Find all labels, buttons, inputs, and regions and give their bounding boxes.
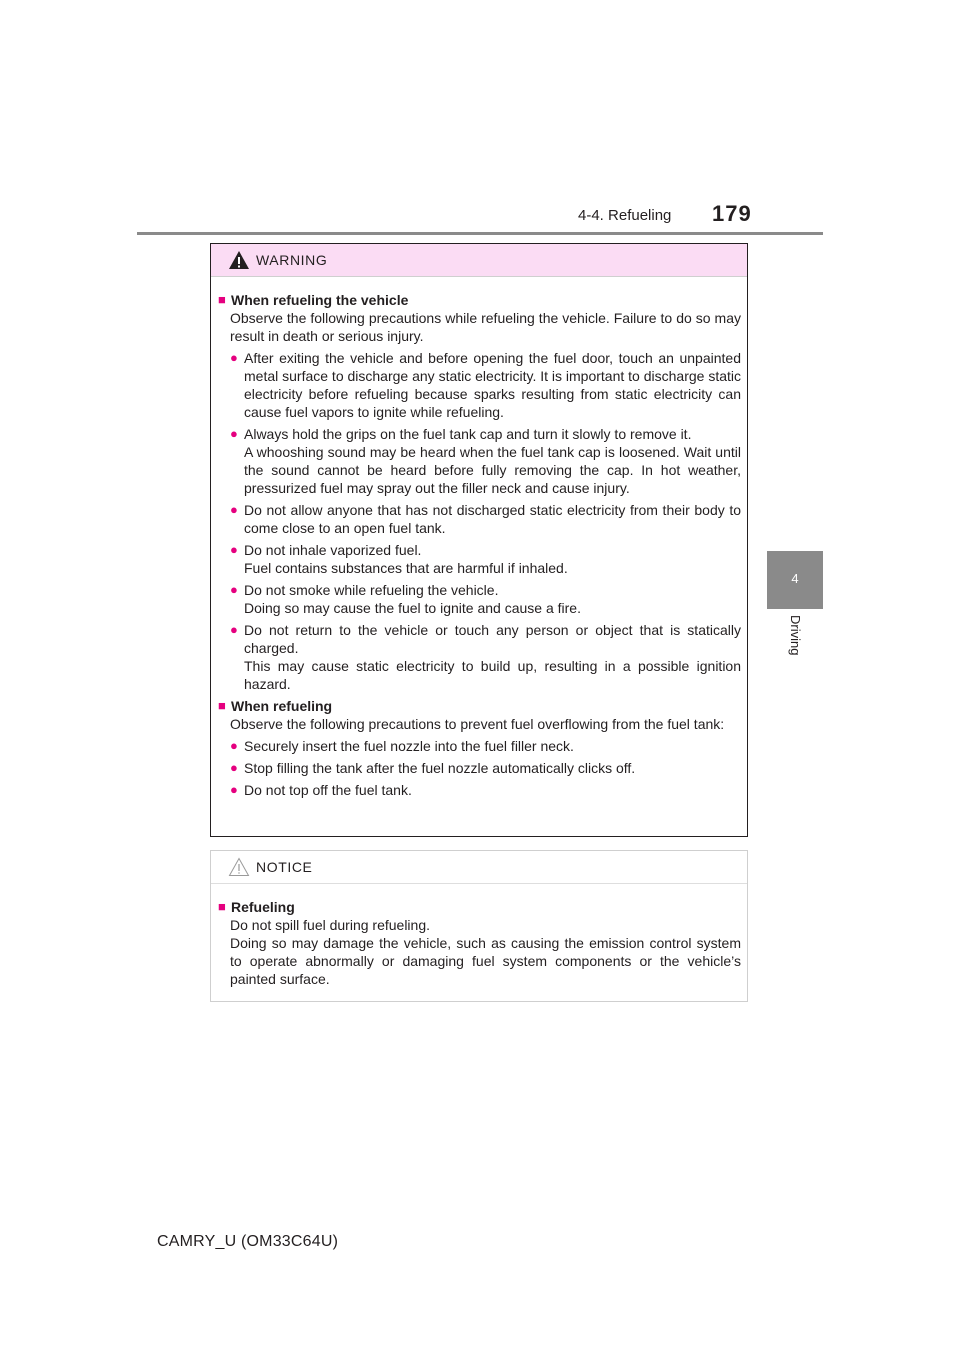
- notice-section: [218, 898, 741, 988]
- chapter-label: Driving: [788, 615, 803, 656]
- caution-outline-icon: [228, 857, 250, 877]
- bullet-line: After exiting the vehicle and before opening the fuel door, touch an unpainted metal surface to discharge any static electricity. It is important to discharge static electricity before refueling because sparks resulting from static electricity can cause fuel vapors to ignite while refueling.: [244, 350, 741, 420]
- warning-body: [211, 277, 747, 799]
- warning-label: WARNING: [256, 252, 328, 268]
- bullet-line: Do not top off the fuel tank.: [244, 782, 412, 798]
- warning-box: [210, 243, 748, 837]
- page-number: 179: [712, 201, 752, 226]
- circle-bullet-icon: ●: [230, 426, 238, 441]
- notice-section-heading: [218, 898, 741, 916]
- bullet-text: [244, 621, 741, 693]
- warning-section: [218, 697, 741, 799]
- warning-heading-text: When refueling the vehicle: [231, 292, 409, 308]
- warning-section-lead: Observe the following precautions to prevent fuel overflowing from the fuel tank:: [230, 716, 725, 732]
- circle-bullet-icon: ●: [230, 582, 238, 597]
- notice-line: Doing so may damage the vehicle, such as causing the emission control system to operate abnormally or damaging fuel system components or the vehicle’s painted surface.: [230, 935, 741, 987]
- notice-heading-text: Refueling: [231, 899, 295, 915]
- bullet-text: [244, 541, 741, 577]
- bullet-item: [230, 781, 741, 799]
- bullet-text: [244, 759, 741, 777]
- circle-bullet-icon: ●: [230, 542, 238, 557]
- notice-line: Do not spill fuel during refueling.: [230, 917, 431, 933]
- warning-section-heading: [218, 291, 741, 309]
- bullet-text: [244, 737, 741, 755]
- circle-bullet-icon: ●: [230, 760, 238, 775]
- bullet-line: Doing so may cause the fuel to ignite and cause a fire.: [244, 600, 581, 616]
- circle-bullet-icon: ●: [230, 622, 238, 637]
- warning-header: [211, 244, 747, 277]
- bullet-item: [230, 425, 741, 497]
- chapter-tab: [767, 551, 823, 609]
- square-bullet-icon: ■: [218, 292, 226, 307]
- bullet-item: [230, 541, 741, 577]
- warning-triangle-icon: [228, 250, 250, 270]
- header-rule: [137, 232, 823, 235]
- header-section-title: 4-4. Refueling: [578, 207, 672, 224]
- bullet-item: [230, 759, 741, 777]
- bullet-item: [230, 349, 741, 421]
- bullet-line: A whooshing sound may be heard when the fuel tank cap is loosened. Wait until the sound cannot be heard before fully removing the cap. In hot weather, pressurized fuel may spray out the filler neck and cause injury.: [244, 444, 741, 496]
- bullet-item: [230, 737, 741, 755]
- bullet-item: [230, 501, 741, 537]
- bullet-line: Do not return to the vehicle or touch any person or object that is statically charged.: [244, 622, 741, 656]
- bullet-line: Fuel contains substances that are harmful if inhaled.: [244, 560, 568, 576]
- warning-section: [218, 291, 741, 693]
- bullet-text: [244, 501, 741, 537]
- bullet-text: [244, 581, 741, 617]
- square-bullet-icon: ■: [218, 698, 226, 713]
- bullet-line: Stop filling the tank after the fuel nozzle automatically clicks off.: [244, 760, 636, 776]
- circle-bullet-icon: ●: [230, 350, 238, 365]
- bullet-item: [230, 621, 741, 693]
- bullet-text: [244, 781, 741, 799]
- notice-header: [211, 851, 747, 884]
- bullet-text: [244, 349, 741, 421]
- bullet-item: [230, 581, 741, 617]
- notice-label: NOTICE: [256, 859, 313, 875]
- chapter-number: 4: [791, 571, 799, 586]
- bullet-line: Do not smoke while refueling the vehicle.: [244, 582, 499, 598]
- bullet-line: Always hold the grips on the fuel tank cap and turn it slowly to remove it.: [244, 426, 692, 442]
- footer-model-code: CAMRY_U (OM33C64U): [157, 1233, 339, 1250]
- circle-bullet-icon: ●: [230, 738, 238, 753]
- notice-text: [218, 916, 741, 988]
- warning-section-lead: Observe the following precautions while refueling the vehicle. Failure to do so may result in death or serious injury.: [230, 310, 741, 344]
- bullet-line: Do not inhale vaporized fuel.: [244, 542, 422, 558]
- bullet-line: Do not allow anyone that has not discharged static electricity from their body to come close to an open fuel tank.: [244, 502, 741, 536]
- bullet-line: Securely insert the fuel nozzle into the fuel filler neck.: [244, 738, 574, 754]
- notice-body: [211, 884, 747, 988]
- warning-section-heading: [218, 697, 741, 715]
- bullet-text: [244, 425, 741, 497]
- circle-bullet-icon: ●: [230, 782, 238, 797]
- bullet-line: This may cause static electricity to build up, resulting in a possible ignition hazard.: [244, 658, 741, 692]
- circle-bullet-icon: ●: [230, 502, 238, 517]
- square-bullet-icon: ■: [218, 899, 226, 914]
- warning-heading-text: When refueling: [231, 698, 333, 714]
- notice-box: [210, 850, 748, 1002]
